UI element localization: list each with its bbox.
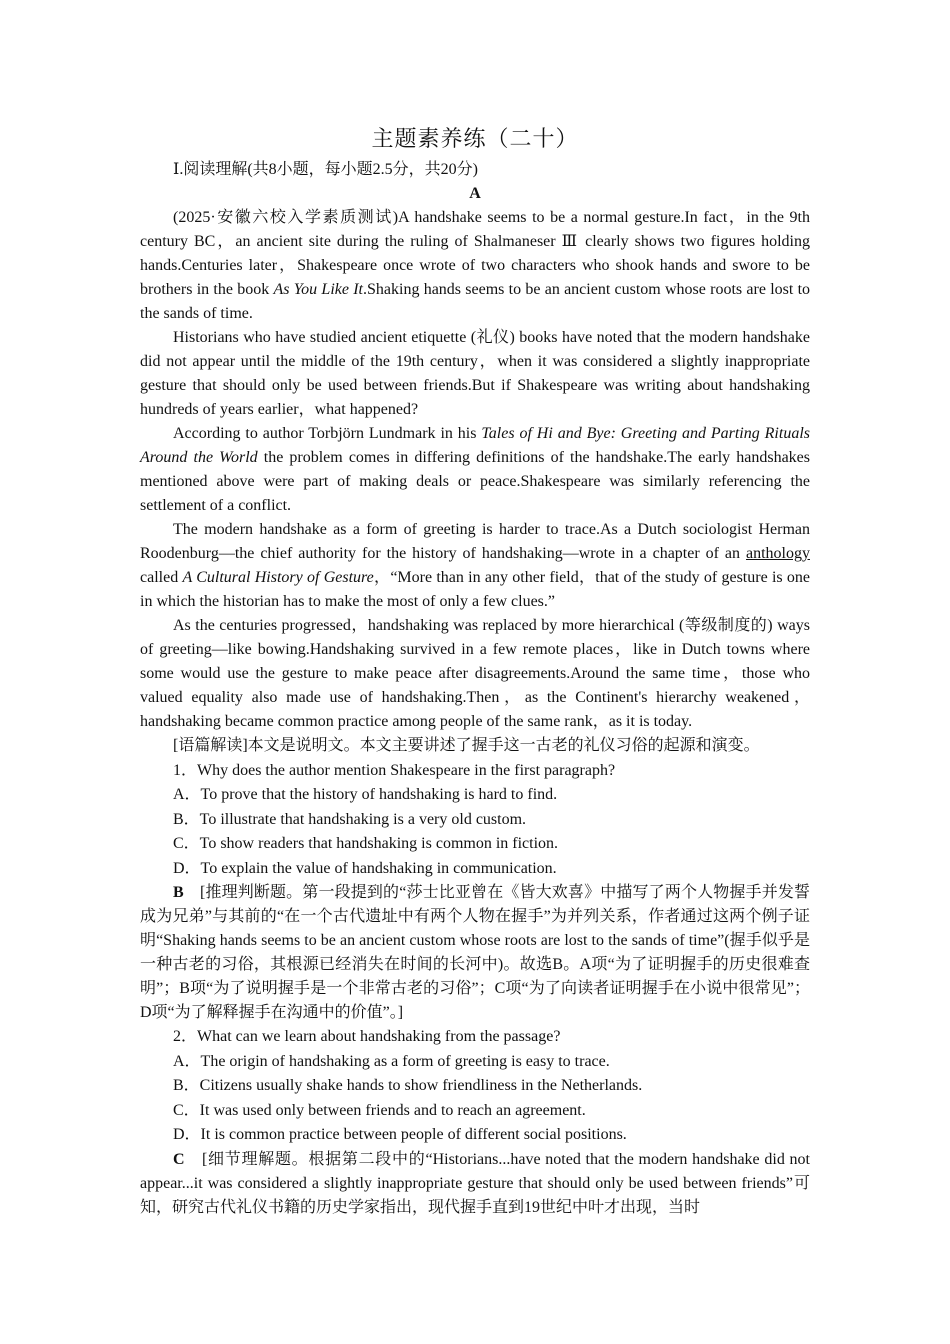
paragraph-4: The modern handshake as a form of greeting is harder to trace.As a Dutch sociologist Herman Roodenburg—the chief authority for the history of handshaking—wrote in a chapter of an anthology called A Cultural History of Gesture，“More than in any other field，that of the study of gesture is one in which the historian has to make the most of only a few clues.”: [140, 521, 810, 610]
answer-explanation: C [细节理解题。根据第二段中的“Historians...have noted that the modern handshake did not appear...it was considered a slightly inappropriate gesture that should only be used between friends”可知，研究古代礼仪书籍的历史学家指出，现代握手直到19世纪中叶才出现，当时: [140, 1150, 810, 1216]
paragraph-3: According to author Torbjörn Lundmark in his Tales of Hi and Bye: Greeting and Parting Rituals Around the World the problem comes in differing definitions of the handshake.The early handshakes mentioned above were part of making deals or peace.Shakespeare was similarly referencing the settlement of a conflict.: [140, 425, 811, 514]
option-d: D．To explain the value of handshaking in communication.: [173, 859, 557, 877]
underlined-word: anthology: [746, 545, 810, 562]
question-1: [140, 759, 810, 1026]
paragraph-1: (2025·安徽六校入学素质测试)A handshake seems to be a normal gesture.In fact，in the 9th century BC，an ancient site during the ruling of Shalmaneser Ⅲ clearly shows two figures holding hands.Centuries later，Shakespeare once wrote of two characters who shook hands and swore to be brothers in the book As You Like It.Shaking hands seems to be an ancient custom whose roots are lost to the sands of time.: [140, 209, 811, 322]
option-a: A．To prove that the history of handshaking is hard to find.: [173, 786, 558, 803]
content-area: [140, 122, 810, 1220]
paragraph-2: Historians who have studied ancient etiquette (礼仪) books have noted that the modern handshake did not appear until the middle of the 19th century，when it was considered a slightly inappropriate gesture that should only be used between friends.But if Shakespeare was writing about handshaking hundreds of years earlier，what happened?: [140, 329, 811, 418]
option-c: C．To show readers that handshaking is common in fiction.: [173, 835, 559, 852]
section-heading: Ⅰ.阅读理解(共8小题，每小题2.5分，共20分): [173, 161, 478, 178]
passage-analysis: [语篇解读]本文是说明文。本文主要讲述了握手这一古老的礼仪习俗的起源和演变。: [173, 737, 760, 754]
paragraph-5: As the centuries progressed，handshaking was replaced by more hierarchical (等级制度的) ways of greeting—like bowing.Handshaking survived in a few remote places，like in Dutch towns where some would use the gesture to make peace after disagreements.Around the same time，those who valued equality also made use of handshaking.Then，as the Continent's hierarchy weakened，handshaking became common practice among people of the same rank，as it is today.: [140, 617, 810, 730]
question-stem: 1．Why does the author mention Shakespeare in the first paragraph?: [173, 761, 616, 779]
answer-letter: C: [173, 1150, 185, 1168]
question-stem: 2．What can we learn about handshaking from the passage?: [173, 1028, 561, 1045]
option-c: C．It was used only between friends and to reach an agreement.: [173, 1101, 586, 1119]
page-title: 主题素养练（二十）: [371, 126, 579, 151]
question-2: [140, 1025, 810, 1220]
passage-label: A: [469, 185, 481, 202]
answer-letter: B: [173, 884, 184, 901]
option-b: B．To illustrate that handshaking is a very old custom.: [173, 810, 527, 828]
option-b: B．Citizens usually shake hands to show friendliness in the Netherlands.: [173, 1077, 643, 1094]
answer-explanation: B [推理判断题。第一段提到的“莎士比亚曾在《皆大欢喜》中描写了两个人物握手并发誓成为兄弟”与其前的“在一个古代遗址中有两个人物在握手”为并列关系，作者通过这两个例子证明“Shaking hands seems to be an ancient custom whose roots are lost to the sands of time”(握手似乎是一种古老的习俗，其根源已经消失在时间的长河中)。故选B。A项“为了证明握手的历史很难查明”；B项“为了说明握手是一个非常古老的习俗”；C项“为了向读者证明握手在小说中很常见”；D项“为了解释握手在沟通中的价值”。]: [140, 884, 810, 1021]
option-d: D．It is common practice between people of different social positions.: [173, 1126, 627, 1143]
option-a: A．The origin of handshaking as a form of greeting is easy to trace.: [173, 1052, 610, 1070]
